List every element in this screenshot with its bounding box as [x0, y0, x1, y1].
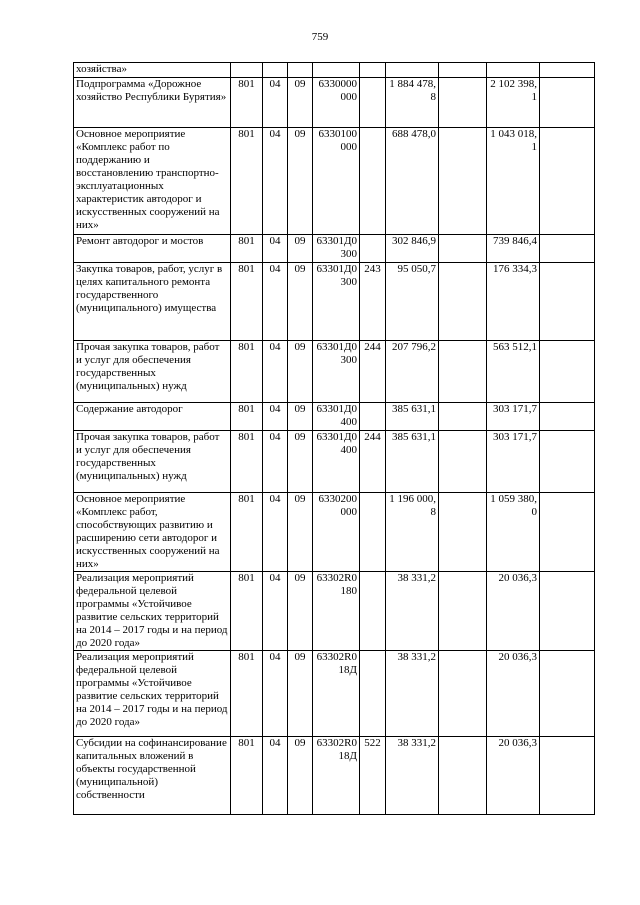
cell-amount-4	[540, 128, 595, 235]
cell-subsection: 09	[288, 235, 313, 263]
cell-ved: 801	[231, 128, 263, 235]
cell-amount-3: 303 171,7	[487, 431, 540, 493]
cell-name: Основное мероприятие «Комплекс работ, способствующих развитию и расширению сети автодорог и искусственных сооружений на них»	[74, 493, 231, 572]
cell-amount-2	[439, 737, 487, 815]
cell-amount-4	[540, 263, 595, 341]
cell-amount-3: 739 846,4	[487, 235, 540, 263]
cell-name: Содержание автодорог	[74, 403, 231, 431]
table-row	[74, 63, 595, 78]
cell-name: Прочая закупка товаров, работ и услуг для обеспечения государственных (муниципальных) нужд	[74, 431, 231, 493]
cell-amount-1: 38 331,2	[386, 651, 439, 737]
cell-ved: 801	[231, 737, 263, 815]
cell-section	[263, 63, 288, 78]
cell-amount-2	[439, 235, 487, 263]
table-row	[74, 651, 595, 737]
cell-expense-type	[360, 63, 386, 78]
cell-target-item: 63301Д0400	[313, 431, 360, 493]
cell-amount-2	[439, 572, 487, 651]
cell-section: 04	[263, 572, 288, 651]
cell-target-item: 6330100000	[313, 128, 360, 235]
cell-amount-4	[540, 78, 595, 128]
cell-ved: 801	[231, 431, 263, 493]
cell-target-item: 63301Д0400	[313, 403, 360, 431]
cell-target-item: 63301Д0300	[313, 341, 360, 403]
cell-amount-2	[439, 128, 487, 235]
cell-amount-2	[439, 263, 487, 341]
table-row	[74, 737, 595, 815]
cell-name: Закупка товаров, работ, услуг в целях капитального ремонта государственного (муниципального) имущества	[74, 263, 231, 341]
cell-section: 04	[263, 403, 288, 431]
cell-amount-3	[487, 63, 540, 78]
cell-amount-1: 1 884 478,8	[386, 78, 439, 128]
cell-subsection: 09	[288, 572, 313, 651]
table-body	[74, 63, 595, 815]
cell-subsection: 09	[288, 493, 313, 572]
cell-amount-1: 95 050,7	[386, 263, 439, 341]
cell-amount-4	[540, 572, 595, 651]
cell-expense-type	[360, 651, 386, 737]
cell-amount-2	[439, 493, 487, 572]
cell-amount-1: 385 631,1	[386, 431, 439, 493]
cell-amount-1: 38 331,2	[386, 737, 439, 815]
cell-expense-type	[360, 78, 386, 128]
cell-amount-1: 207 796,2	[386, 341, 439, 403]
cell-target-item: 63301Д0300	[313, 235, 360, 263]
cell-amount-4	[540, 493, 595, 572]
table-row	[74, 128, 595, 235]
cell-amount-3: 563 512,1	[487, 341, 540, 403]
cell-name: Прочая закупка товаров, работ и услуг для обеспечения государственных (муниципальных) нужд	[74, 341, 231, 403]
cell-target-item: 6330000000	[313, 78, 360, 128]
cell-amount-3: 303 171,7	[487, 403, 540, 431]
cell-amount-3: 2 102 398,1	[487, 78, 540, 128]
cell-target-item: 63301Д0300	[313, 263, 360, 341]
page-number: 759	[311, 31, 329, 43]
cell-name: Ремонт автодорог и мостов	[74, 235, 231, 263]
cell-ved: 801	[231, 651, 263, 737]
cell-ved	[231, 63, 263, 78]
cell-amount-2	[439, 78, 487, 128]
cell-amount-3: 176 334,3	[487, 263, 540, 341]
cell-name: хозяйства»	[74, 63, 231, 78]
table-row	[74, 431, 595, 493]
table-row	[74, 235, 595, 263]
cell-section: 04	[263, 263, 288, 341]
cell-section: 04	[263, 651, 288, 737]
cell-expense-type: 244	[360, 431, 386, 493]
cell-ved: 801	[231, 493, 263, 572]
cell-amount-4	[540, 63, 595, 78]
cell-expense-type	[360, 235, 386, 263]
cell-subsection: 09	[288, 737, 313, 815]
cell-amount-3: 20 036,3	[487, 737, 540, 815]
cell-ved: 801	[231, 403, 263, 431]
cell-name: Основное мероприятие «Комплекс работ по поддержанию и восстановлению транспортно-эксплуатационных характеристик автодорог и искусственных сооружений на них»	[74, 128, 231, 235]
cell-expense-type: 243	[360, 263, 386, 341]
cell-subsection	[288, 63, 313, 78]
table-row	[74, 341, 595, 403]
cell-amount-2	[439, 651, 487, 737]
table-row	[74, 263, 595, 341]
table-row	[74, 572, 595, 651]
cell-subsection: 09	[288, 263, 313, 341]
cell-amount-4	[540, 651, 595, 737]
cell-subsection: 09	[288, 78, 313, 128]
cell-amount-2	[439, 63, 487, 78]
cell-amount-4	[540, 403, 595, 431]
cell-ved: 801	[231, 572, 263, 651]
cell-amount-2	[439, 403, 487, 431]
cell-amount-4	[540, 737, 595, 815]
cell-section: 04	[263, 737, 288, 815]
cell-target-item: 63302R018Д	[313, 651, 360, 737]
table-row	[74, 493, 595, 572]
cell-amount-1	[386, 63, 439, 78]
cell-amount-1: 38 331,2	[386, 572, 439, 651]
cell-subsection: 09	[288, 341, 313, 403]
cell-amount-2	[439, 431, 487, 493]
budget-table	[73, 62, 595, 815]
cell-amount-1: 302 846,9	[386, 235, 439, 263]
cell-section: 04	[263, 78, 288, 128]
cell-subsection: 09	[288, 431, 313, 493]
cell-expense-type	[360, 128, 386, 235]
cell-expense-type	[360, 403, 386, 431]
cell-section: 04	[263, 493, 288, 572]
cell-amount-1: 1 196 000,8	[386, 493, 439, 572]
cell-amount-2	[439, 341, 487, 403]
cell-section: 04	[263, 431, 288, 493]
cell-name: Субсидии на софинансирование капитальных вложений в объекты государственной (муниципальной) собственности	[74, 737, 231, 815]
cell-section: 04	[263, 341, 288, 403]
cell-target-item: 6330200000	[313, 493, 360, 572]
cell-amount-3: 1 059 380,0	[487, 493, 540, 572]
cell-name: Реализация мероприятий федеральной целевой программы «Устойчивое развитие сельских территорий на 2014 – 2017 годы и на период до 2020 года»	[74, 651, 231, 737]
cell-ved: 801	[231, 78, 263, 128]
cell-target-item	[313, 63, 360, 78]
cell-target-item: 63302R0180	[313, 572, 360, 651]
cell-ved: 801	[231, 263, 263, 341]
cell-target-item: 63302R018Д	[313, 737, 360, 815]
table-row	[74, 78, 595, 128]
cell-section: 04	[263, 128, 288, 235]
cell-amount-4	[540, 341, 595, 403]
cell-ved: 801	[231, 341, 263, 403]
cell-amount-3: 1 043 018,1	[487, 128, 540, 235]
cell-amount-4	[540, 431, 595, 493]
cell-name: Подпрограмма «Дорожное хозяйство Республики Бурятия»	[74, 78, 231, 128]
cell-amount-1: 385 631,1	[386, 403, 439, 431]
cell-expense-type	[360, 493, 386, 572]
table-row	[74, 403, 595, 431]
cell-expense-type: 522	[360, 737, 386, 815]
cell-name: Реализация мероприятий федеральной целевой программы «Устойчивое развитие сельских территорий на 2014 – 2017 годы и на период до 2020 года»	[74, 572, 231, 651]
cell-ved: 801	[231, 235, 263, 263]
cell-amount-3: 20 036,3	[487, 572, 540, 651]
cell-expense-type: 244	[360, 341, 386, 403]
cell-amount-4	[540, 235, 595, 263]
cell-expense-type	[360, 572, 386, 651]
cell-subsection: 09	[288, 651, 313, 737]
cell-section: 04	[263, 235, 288, 263]
cell-amount-3: 20 036,3	[487, 651, 540, 737]
cell-amount-1: 688 478,0	[386, 128, 439, 235]
cell-subsection: 09	[288, 128, 313, 235]
cell-subsection: 09	[288, 403, 313, 431]
